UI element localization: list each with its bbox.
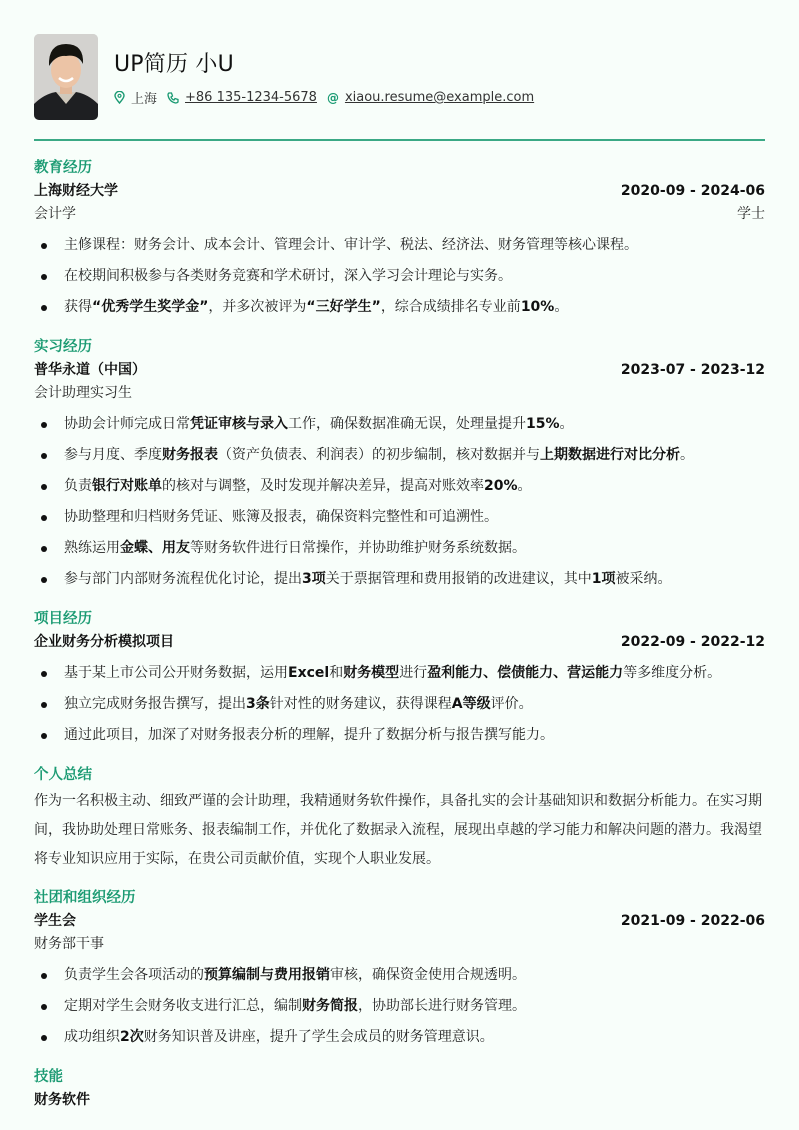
bullet-item (34, 1022, 765, 1053)
bold-text: 20% (484, 478, 518, 494)
entry-header (34, 359, 765, 382)
entry-organization: 学生会 (34, 913, 76, 929)
bold-text: 财务模型 (343, 665, 400, 681)
text-segment: 等财务软件进行日常操作，并协助维护财务系统数据。 (190, 540, 526, 556)
text-segment: ，综合成绩排名专业前 (380, 299, 521, 315)
location-pin-icon (114, 91, 125, 104)
bold-text: 上期数据进行对比分析 (540, 447, 680, 463)
phone (167, 90, 317, 105)
resume-section (34, 764, 765, 874)
header-divider (34, 139, 765, 141)
location (114, 88, 157, 107)
text-segment: 参与部门内部财务流程优化讨论，提出 (64, 571, 302, 587)
resume-section (34, 608, 765, 751)
entry-organization: 企业财务分析模拟项目 (34, 634, 174, 650)
bold-text: 财务报表 (162, 447, 218, 463)
profile-photo (34, 34, 98, 120)
text-segment: 定期对学生会财务收支进行汇总，编制 (64, 998, 302, 1014)
bullet-item (34, 409, 765, 440)
bullet-item (34, 991, 765, 1022)
candidate-name: UP简历 小U (114, 52, 234, 77)
bullet-item (34, 502, 765, 533)
entry-date: 2022-09 - 2022-12 (620, 634, 765, 650)
text-segment: ，协助部长进行财务管理。 (358, 998, 526, 1014)
entry-subheader (34, 382, 765, 405)
text-segment: 评价。 (490, 696, 533, 712)
bullet-list (34, 409, 765, 595)
entry-organization: 上海财经大学 (34, 183, 118, 199)
bullet-item (34, 960, 765, 991)
section-title: 教育经历 (34, 160, 92, 176)
text-segment: 被采纳。 (615, 571, 672, 587)
entry-role: 财务部干事 (34, 936, 104, 952)
bold-text: “三好学生” (306, 299, 381, 315)
bullet-item (34, 471, 765, 502)
bold-text: 15% (526, 416, 560, 432)
bold-text: 财务简报 (302, 998, 358, 1014)
text-segment: 获得 (64, 299, 92, 315)
entry-organization: 普华永道（中国） (34, 362, 146, 378)
text-segment: 负责 (64, 478, 92, 494)
at-email-icon: @ (326, 90, 339, 105)
bullet-item (34, 720, 765, 751)
contact-info (114, 88, 544, 107)
text-segment: 基于某上市公司公开财务数据，运用 (64, 665, 288, 681)
bold-text: 3项 (302, 571, 326, 587)
text-segment: 熟练运用 (64, 540, 120, 556)
text-segment: 协助会计师完成日常 (64, 416, 190, 432)
bold-text: 银行对账单 (92, 478, 162, 494)
bullet-list (34, 658, 765, 751)
entry-organization: 财务软件 (34, 1092, 90, 1108)
text-segment: 在校期间积极参与各类财务竞赛和学术研讨，深入学习会计理论与实务。 (64, 268, 512, 284)
text-segment: 财务知识普及讲座，提升了学生会成员的财务管理意识。 (143, 1029, 494, 1045)
location-text: 上海 (131, 92, 158, 107)
email (327, 90, 534, 105)
entry-header (34, 1089, 765, 1112)
section-title: 实习经历 (34, 339, 92, 355)
entry-header (34, 910, 765, 933)
entry-date: 2020-09 - 2024-06 (620, 183, 765, 199)
text-segment: 参与月度、季度 (64, 447, 162, 463)
text-segment: 针对性的财务建议，获得课程 (269, 696, 452, 712)
text-segment: 工作，确保数据准确无误，处理量提升 (288, 416, 526, 432)
section-title: 个人总结 (34, 767, 92, 783)
text-segment: 。 (517, 478, 532, 494)
text-segment: 。 (554, 299, 569, 315)
phone-link[interactable]: +86 135-1234-5678 (185, 90, 317, 105)
bold-text: 金蝶、用友 (120, 540, 190, 556)
text-segment: 成功组织 (64, 1029, 120, 1045)
bold-text: 3条 (246, 696, 270, 712)
resume-section (34, 1066, 765, 1112)
text-segment: 。 (559, 416, 574, 432)
entry-degree: 学士 (737, 206, 765, 222)
text-segment: 负责学生会各项活动的 (64, 967, 204, 983)
text-segment: 通过此项目，加深了对财务报表分析的理解，提升了数据分析与报告撰写能力。 (64, 727, 554, 743)
phone-icon (167, 92, 179, 104)
entry-date: 2021-09 - 2022-06 (620, 913, 765, 929)
bold-text: A等级 (451, 696, 491, 712)
bold-text: 盈利能力、偿债能力、营运能力 (427, 665, 624, 681)
bullet-item (34, 658, 765, 689)
bullet-item (34, 533, 765, 564)
text-segment: （资产负债表、利润表）的初步编制，核对数据并与 (218, 447, 540, 463)
section-title: 项目经历 (34, 611, 92, 627)
entry-subheader (34, 203, 765, 226)
section-title: 社团和组织经历 (34, 890, 136, 906)
bullet-item (34, 292, 765, 323)
text-segment: 审核，确保资金使用合规透明。 (330, 967, 526, 983)
bullet-item (34, 440, 765, 471)
email-link[interactable]: xiaou.resume@example.com (344, 90, 535, 105)
bold-text: 10% (520, 299, 555, 315)
bullet-list (34, 960, 765, 1053)
summary-paragraph: 作为一名积极主动、细致严谨的会计助理，我精通财务软件操作，具备扎实的会计基础知识和数据分析能力。在实习期间，我协助处理日常账务、报表编制工作，并优化了数据录入流程，展现出卓越的学习能力和解决问题的潜力。我渴望将专业知识应用于实际，在贵公司贡献价值，实现个人职业发展。 (34, 793, 762, 867)
text-segment: 协助整理和归档财务凭证、账簿及报表，确保资料完整性和可追溯性。 (64, 509, 498, 525)
text-segment: 的核对与调整，及时发现并解决差异，提高对账效率 (162, 478, 484, 494)
entry-subheader (34, 933, 765, 956)
entry-header (34, 631, 765, 654)
bold-text: 凭证审核与录入 (190, 416, 288, 432)
text-segment: 和 (329, 665, 344, 681)
text-segment: 关于票据管理和费用报销的改进建议，其中 (325, 571, 592, 587)
resume-section (34, 336, 765, 595)
bold-text: “优秀学生奖学金” (92, 299, 209, 315)
text-segment: 独立完成财务报告撰写，提出 (64, 696, 246, 712)
resume-section (34, 887, 765, 1053)
entry-role: 会计助理实习生 (34, 385, 132, 401)
text-segment: ，并多次被评为 (208, 299, 307, 315)
bold-text: 1项 (591, 571, 616, 587)
resume-sections (34, 157, 765, 1112)
text-segment: 主修课程：财务会计、成本会计、管理会计、审计学、税法、经济法、财务管理等核心课程。 (64, 237, 638, 253)
text-segment: 等多维度分析。 (623, 665, 722, 681)
resume-header (34, 0, 765, 120)
bullet-item (34, 689, 765, 720)
bullet-item (34, 564, 765, 595)
bullet-list (34, 230, 765, 323)
bullet-item (34, 230, 765, 261)
bold-text: 预算编制与费用报销 (204, 967, 330, 983)
text-segment: 。 (680, 447, 694, 463)
entry-header (34, 180, 765, 203)
entry-role: 会计学 (34, 206, 76, 222)
entry-date: 2023-07 - 2023-12 (620, 362, 765, 378)
text-segment: 进行 (399, 665, 428, 681)
bold-text: Excel (288, 665, 330, 681)
resume-section (34, 157, 765, 323)
section-title: 技能 (34, 1069, 63, 1085)
bullet-item (34, 261, 765, 292)
bold-text: 2次 (120, 1029, 144, 1045)
